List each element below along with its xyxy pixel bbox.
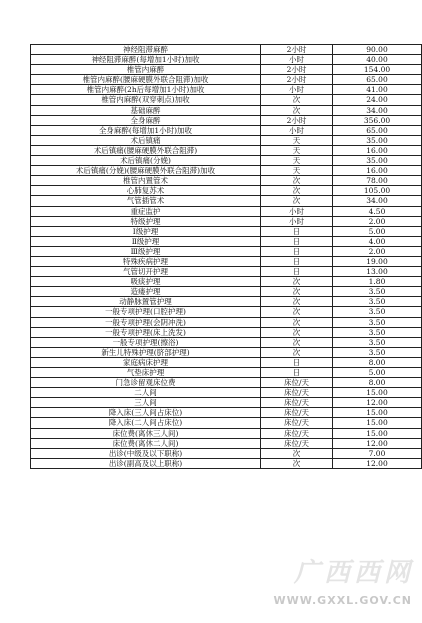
item-name-cell: Ⅰ级护理 — [31, 226, 261, 236]
price-cell: 40.00 — [333, 55, 422, 65]
item-name-cell: 基础麻醉 — [31, 105, 261, 115]
table-row — [31, 418, 422, 428]
price-cell: 12.00 — [333, 398, 422, 408]
price-cell: 15.00 — [333, 418, 422, 428]
unit-cell: 次 — [261, 347, 333, 357]
item-name-cell: 椎管内麻醉(双穿刺点)加收 — [31, 95, 261, 105]
table-row — [31, 105, 422, 115]
table-row — [31, 226, 422, 236]
unit-cell: 次 — [261, 105, 333, 115]
table-row — [31, 267, 422, 277]
watermark — [248, 552, 418, 612]
unit-cell: 次 — [261, 448, 333, 458]
item-name-cell: 二人间 — [31, 388, 261, 398]
table-row — [31, 347, 422, 357]
price-cell: 3.50 — [333, 307, 422, 317]
unit-cell: 次 — [261, 287, 333, 297]
price-cell: 24.00 — [333, 95, 422, 105]
item-name-cell: 吸痰护理 — [31, 277, 261, 287]
table-row — [31, 206, 422, 216]
unit-cell: 小时 — [261, 85, 333, 95]
item-name-cell: 椎管内置管术 — [31, 176, 261, 186]
price-cell: 356.00 — [333, 115, 422, 125]
item-name-cell: 特级护理 — [31, 216, 261, 226]
unit-cell: 次 — [261, 277, 333, 287]
unit-cell: 次 — [261, 196, 333, 206]
unit-cell: 次 — [261, 297, 333, 307]
unit-cell: 小时 — [261, 125, 333, 135]
price-cell: 35.00 — [333, 156, 422, 166]
unit-cell: 日 — [261, 236, 333, 246]
price-cell: 13.00 — [333, 267, 422, 277]
table-row — [31, 196, 422, 206]
table-row — [31, 85, 422, 95]
table-row — [31, 115, 422, 125]
price-cell: 3.50 — [333, 347, 422, 357]
table-row — [31, 176, 422, 186]
unit-cell: 天 — [261, 156, 333, 166]
item-name-cell: 出诊(中级及以下职称) — [31, 448, 261, 458]
table-row — [31, 45, 422, 55]
price-cell: 16.00 — [333, 145, 422, 155]
item-name-cell: 床位费(离休二人间) — [31, 438, 261, 448]
item-name-cell: Ⅲ级护理 — [31, 246, 261, 256]
item-name-cell: 气垫床护理 — [31, 368, 261, 378]
item-name-cell: 新生儿特殊护理(脐部护理) — [31, 347, 261, 357]
unit-cell: 床位/天 — [261, 378, 333, 388]
item-name-cell: 降入床(二人间占床位) — [31, 418, 261, 428]
item-name-cell: 一般专项护理(擦浴) — [31, 337, 261, 347]
item-name-cell: 门急诊留观床位费 — [31, 378, 261, 388]
unit-cell: 次 — [261, 317, 333, 327]
price-cell: 16.00 — [333, 166, 422, 176]
table-row — [31, 277, 422, 287]
item-name-cell: 出诊(副高及以上职称) — [31, 458, 261, 468]
price-cell: 35.00 — [333, 135, 422, 145]
unit-cell: 次 — [261, 458, 333, 468]
unit-cell: 日 — [261, 256, 333, 266]
table-row — [31, 95, 422, 105]
item-name-cell: 气管插管术 — [31, 196, 261, 206]
price-cell: 1.80 — [333, 277, 422, 287]
price-cell: 65.00 — [333, 75, 422, 85]
price-cell: 3.50 — [333, 287, 422, 297]
table-row — [31, 135, 422, 145]
unit-cell: 小时 — [261, 216, 333, 226]
unit-cell: 床位/天 — [261, 428, 333, 438]
table-row — [31, 398, 422, 408]
price-cell: 3.50 — [333, 317, 422, 327]
price-cell: 3.50 — [333, 337, 422, 347]
table-row — [31, 156, 422, 166]
unit-cell: 次 — [261, 337, 333, 347]
unit-cell: 床位/天 — [261, 398, 333, 408]
unit-cell: 小时 — [261, 55, 333, 65]
item-name-cell: 一般专项护理(口腔护理) — [31, 307, 261, 317]
unit-cell: 次 — [261, 186, 333, 196]
item-name-cell: 椎管内麻醉(2h后每增加1小时)加收 — [31, 85, 261, 95]
unit-cell: 2小时 — [261, 65, 333, 75]
table-row — [31, 368, 422, 378]
unit-cell: 次 — [261, 95, 333, 105]
price-cell: 7.00 — [333, 448, 422, 458]
unit-cell: 日 — [261, 267, 333, 277]
item-name-cell: 术后镇痛 — [31, 135, 261, 145]
unit-cell: 床位/天 — [261, 388, 333, 398]
unit-cell: 床位/天 — [261, 408, 333, 418]
unit-cell: 日 — [261, 226, 333, 236]
table-row — [31, 125, 422, 135]
table-row — [31, 378, 422, 388]
table-row — [31, 216, 422, 226]
unit-cell: 床位/天 — [261, 438, 333, 448]
table-row — [31, 317, 422, 327]
price-cell: 2.00 — [333, 246, 422, 256]
unit-cell: 2小时 — [261, 45, 333, 55]
unit-cell: 日 — [261, 357, 333, 367]
watermark-brand: 广西西网 — [293, 558, 414, 588]
item-name-cell: 动静脉置管护理 — [31, 297, 261, 307]
item-name-cell: 全身麻醉(每增加1小时)加收 — [31, 125, 261, 135]
item-name-cell: 一般专项护理(会阴冲洗) — [31, 317, 261, 327]
price-cell: 12.00 — [333, 458, 422, 468]
item-name-cell: 特殊疾病护理 — [31, 256, 261, 266]
table-row — [31, 448, 422, 458]
item-name-cell: 神经阻滞麻醉(每增加1小时)加收 — [31, 55, 261, 65]
table-row — [31, 55, 422, 65]
table-row — [31, 357, 422, 367]
price-cell: 5.00 — [333, 226, 422, 236]
unit-cell: 次 — [261, 327, 333, 337]
item-name-cell: 术后镇痛(分娩)(腰麻硬膜外联合阻滞)加收 — [31, 166, 261, 176]
unit-cell: 小时 — [261, 206, 333, 216]
fee-table-body — [31, 45, 422, 469]
price-cell: 8.00 — [333, 378, 422, 388]
table-row — [31, 458, 422, 468]
price-cell: 4.00 — [333, 236, 422, 246]
unit-cell: 2小时 — [261, 115, 333, 125]
unit-cell: 次 — [261, 307, 333, 317]
unit-cell: 天 — [261, 145, 333, 155]
price-cell: 2.00 — [333, 216, 422, 226]
price-cell: 3.50 — [333, 297, 422, 307]
unit-cell: 床位/天 — [261, 418, 333, 428]
price-cell: 4.50 — [333, 206, 422, 216]
table-row — [31, 428, 422, 438]
price-cell: 34.00 — [333, 105, 422, 115]
price-cell: 34.00 — [333, 196, 422, 206]
price-cell: 15.00 — [333, 388, 422, 398]
price-cell: 105.00 — [333, 186, 422, 196]
item-name-cell: 椎管内麻醉(腰麻硬膜外联合阻滞)加收 — [31, 75, 261, 85]
unit-cell: 2小时 — [261, 75, 333, 85]
table-row — [31, 75, 422, 85]
price-cell: 15.00 — [333, 408, 422, 418]
item-name-cell: 家庭病床护理 — [31, 357, 261, 367]
item-name-cell: 造瘘护理 — [31, 287, 261, 297]
unit-cell: 次 — [261, 176, 333, 186]
price-cell: 90.00 — [333, 45, 422, 55]
watermark-url: WWW.GXXL.GOV.CN — [273, 594, 412, 607]
price-cell: 5.00 — [333, 368, 422, 378]
table-row — [31, 327, 422, 337]
unit-cell: 日 — [261, 368, 333, 378]
table-row — [31, 408, 422, 418]
table-row — [31, 65, 422, 75]
price-cell: 8.00 — [333, 357, 422, 367]
unit-cell: 天 — [261, 135, 333, 145]
item-name-cell: 一般专项护理(床上洗发) — [31, 327, 261, 337]
table-row — [31, 287, 422, 297]
item-name-cell: 神经阻滞麻醉 — [31, 45, 261, 55]
item-name-cell: 重症监护 — [31, 206, 261, 216]
unit-cell: 天 — [261, 166, 333, 176]
item-name-cell: 降入床(三人间占床位) — [31, 408, 261, 418]
item-name-cell: Ⅱ级护理 — [31, 236, 261, 246]
item-name-cell: 术后镇痛(腰麻硬膜外联合阻滞) — [31, 145, 261, 155]
price-cell: 78.00 — [333, 176, 422, 186]
table-row — [31, 337, 422, 347]
table-row — [31, 438, 422, 448]
table-row — [31, 256, 422, 266]
item-name-cell: 全身麻醉 — [31, 115, 261, 125]
item-name-cell: 气管切开护理 — [31, 267, 261, 277]
item-name-cell: 心肺复苏术 — [31, 186, 261, 196]
fee-table — [30, 44, 422, 469]
item-name-cell: 床位费(离休三人间) — [31, 428, 261, 438]
item-name-cell: 三人间 — [31, 398, 261, 408]
table-row — [31, 246, 422, 256]
table-row — [31, 145, 422, 155]
price-cell: 12.00 — [333, 438, 422, 448]
item-name-cell: 术后镇痛(分娩) — [31, 156, 261, 166]
price-cell: 19.00 — [333, 256, 422, 266]
table-row — [31, 297, 422, 307]
table-row — [31, 186, 422, 196]
table-row — [31, 307, 422, 317]
unit-cell: 日 — [261, 246, 333, 256]
table-row — [31, 166, 422, 176]
item-name-cell: 椎管内麻醉 — [31, 65, 261, 75]
price-cell: 65.00 — [333, 125, 422, 135]
table-row — [31, 388, 422, 398]
price-cell: 3.50 — [333, 327, 422, 337]
price-cell: 41.00 — [333, 85, 422, 95]
price-cell: 15.00 — [333, 428, 422, 438]
table-row — [31, 236, 422, 246]
price-cell: 154.00 — [333, 65, 422, 75]
